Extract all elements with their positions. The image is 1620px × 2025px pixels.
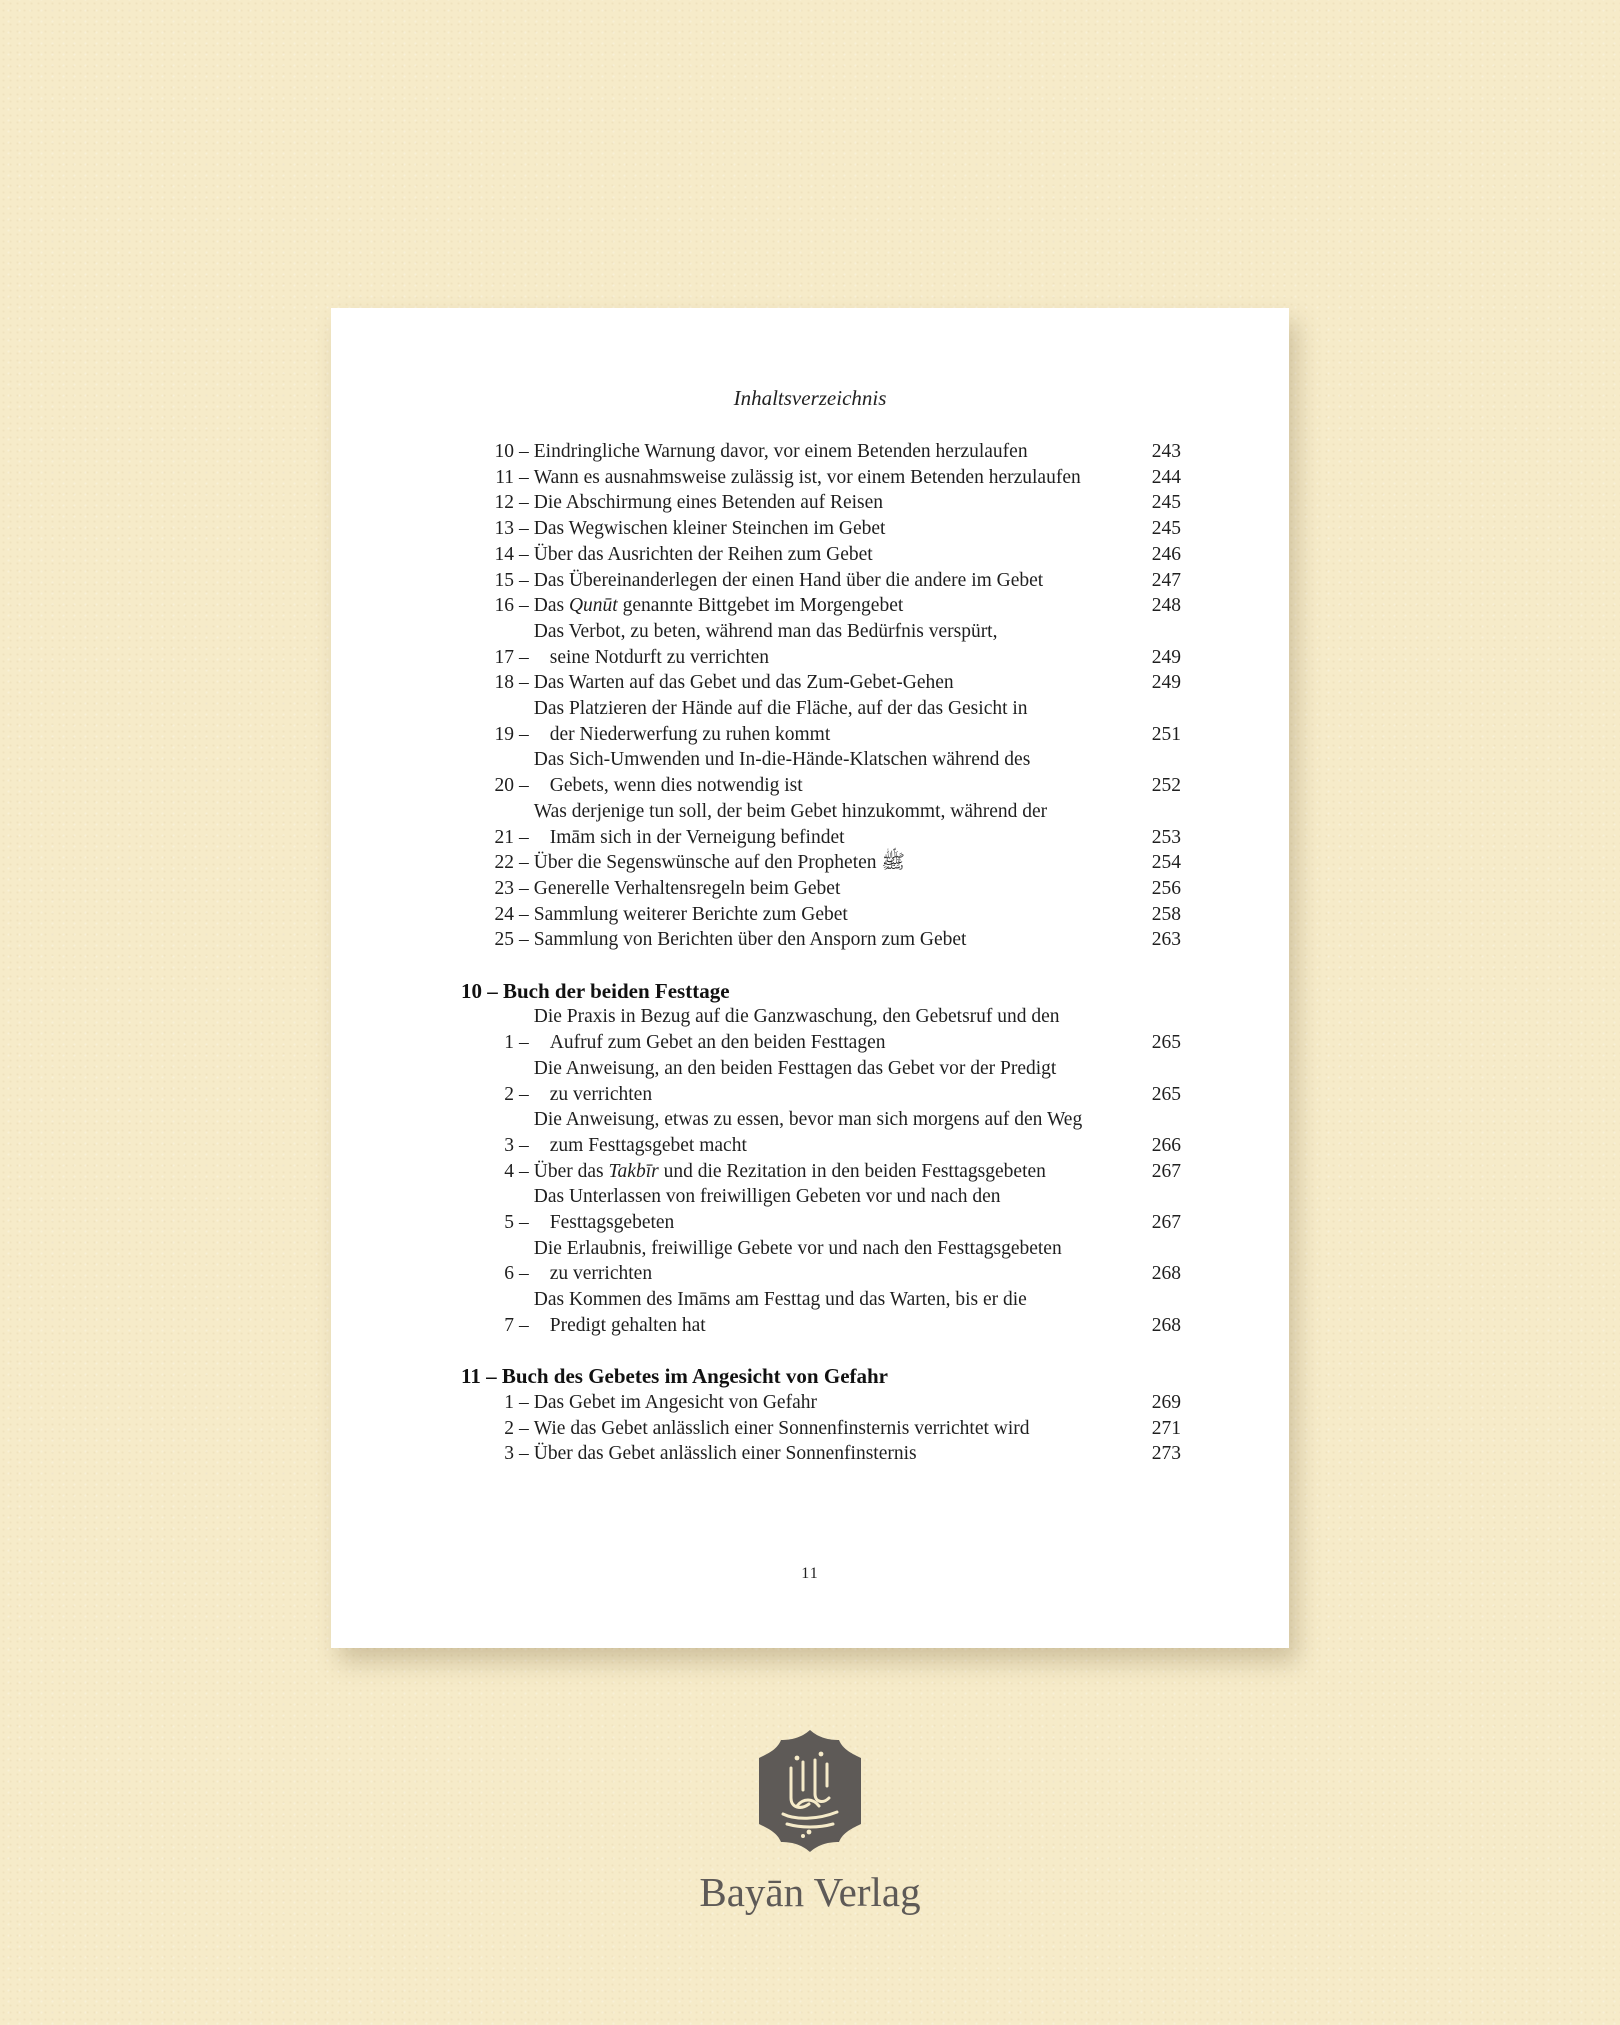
- toc-entry-title: [534, 1390, 1129, 1416]
- toc-title-continuation: Aufruf zum Gebet an den beiden Festtagen: [549, 1032, 886, 1054]
- toc-title-italic-term: Qunūt: [568, 595, 618, 617]
- page-number: 11: [801, 1565, 819, 1582]
- toc-entry-title: [534, 670, 1129, 696]
- toc-dash: –: [519, 1134, 529, 1156]
- toc-page-number: 265: [1151, 1083, 1181, 1105]
- toc-title-continuation: seine Notdurft zu verrichten: [549, 646, 770, 668]
- toc-section-c: [461, 1390, 1181, 1467]
- toc-entry: [461, 1287, 1181, 1338]
- toc-entry-number: 24: [494, 903, 514, 925]
- toc-entry: [461, 465, 1181, 491]
- toc-title-line: Das Wegwischen kleiner Steinchen im Gebet: [533, 518, 886, 540]
- toc-entry: [461, 1107, 1181, 1158]
- toc-entry-number: 22: [494, 852, 514, 874]
- toc-dash: –: [519, 492, 529, 514]
- toc-entry: [461, 670, 1181, 696]
- toc-page-number: 253: [1151, 826, 1181, 848]
- toc-entry-title: [534, 1416, 1129, 1442]
- toc-title-continuation: zu verrichten: [549, 1083, 653, 1105]
- toc-entry-title: [534, 465, 1129, 491]
- toc-page-number: 267: [1151, 1160, 1181, 1182]
- toc-entry-title: [534, 1184, 1129, 1235]
- toc-title-line: Über die Segenswünsche auf den Propheten ﷺ: [533, 852, 905, 874]
- toc-page-number: 268: [1151, 1263, 1181, 1285]
- toc-page-number: 265: [1151, 1032, 1181, 1054]
- toc-entry: [461, 696, 1181, 747]
- toc-entry: [461, 927, 1181, 953]
- toc-page-number: 266: [1151, 1134, 1181, 1156]
- toc-entry-number: 5: [504, 1212, 514, 1234]
- toc-title-line: Über das Ausrichten der Reihen zum Gebet: [533, 543, 873, 565]
- toc-entry-number: 10: [494, 441, 514, 462]
- toc-title-line: Wann es ausnahmsweise zulässig ist, vor einem Betenden herzulaufen: [533, 466, 1081, 488]
- toc-dash: –: [519, 826, 529, 848]
- toc-entry: [461, 593, 1181, 619]
- toc-page-number: 263: [1151, 929, 1181, 951]
- toc-page-number: 247: [1151, 569, 1181, 591]
- toc-page-number: 254: [1151, 852, 1181, 874]
- toc-page-number: 251: [1151, 723, 1181, 745]
- toc-dash: –: [519, 646, 529, 668]
- toc-entry-number: 1: [504, 1032, 514, 1054]
- toc-entry-number: 12: [494, 492, 514, 514]
- toc-entry-title: [534, 876, 1129, 902]
- toc-entry-title: [534, 1056, 1129, 1107]
- toc-title-continuation: Gebets, wenn dies notwendig ist: [549, 775, 803, 797]
- toc-title-line: Das Kommen des Imāms am Festtag und das Warten, bis er die: [533, 1289, 1027, 1311]
- toc-dash: –: [519, 1443, 529, 1465]
- toc-dash: –: [519, 1314, 529, 1336]
- toc-entry-title: [534, 568, 1129, 594]
- running-head: Inhaltsverzeichnis: [733, 386, 887, 410]
- toc-title-line: Wie das Gebet anlässlich einer Sonnenfinsternis verrichtet wird: [533, 1417, 1030, 1439]
- toc-page-number: 252: [1151, 775, 1181, 797]
- toc-title-continuation: Festtagsgebeten: [549, 1212, 675, 1234]
- toc-entry: [461, 1441, 1181, 1467]
- toc-title-part: Das: [533, 595, 569, 617]
- toc-dash: –: [519, 1391, 529, 1413]
- toc-entry: [461, 439, 1181, 465]
- toc-dash: –: [519, 672, 529, 694]
- toc-title-continuation: zum Festtagsgebet macht: [549, 1134, 747, 1156]
- toc-entry-number: 6: [504, 1263, 514, 1285]
- toc-entry-title: [534, 490, 1129, 516]
- toc-entry-number: 3: [504, 1443, 514, 1465]
- toc-title-line: Was derjenige tun soll, der beim Gebet hinzukommt, während der: [533, 800, 1048, 822]
- toc-page-number: 268: [1151, 1314, 1181, 1336]
- toc-page-number: 245: [1151, 518, 1181, 540]
- toc-dash: –: [519, 852, 529, 874]
- calligraphy-seal-icon: [757, 1728, 863, 1854]
- toc-entry-number: 1: [504, 1391, 514, 1413]
- toc-entry: [461, 799, 1181, 850]
- toc-title-line: Eindringliche Warnung davor, vor einem Betenden herzulaufen: [533, 441, 1028, 462]
- section-heading: 11 – Buch des Gebetes im Angesicht von Gefahr: [461, 1364, 889, 1389]
- toc-section-b: [461, 1004, 1181, 1338]
- toc-title-line: Das Warten auf das Gebet und das Zum-Gebet-Gehen: [533, 672, 954, 694]
- toc-entry: [461, 876, 1181, 902]
- toc-entry-title: [534, 619, 1129, 670]
- toc-dash: –: [519, 543, 529, 565]
- toc-entry-title: [534, 696, 1129, 747]
- toc-entry-title: [534, 516, 1129, 542]
- toc-entry-title: [534, 1004, 1129, 1055]
- toc-entry: [461, 619, 1181, 670]
- toc-entry-title: [534, 1441, 1129, 1467]
- toc-title-line: Das Unterlassen von freiwilligen Gebeten vor und nach den: [533, 1186, 1001, 1208]
- toc-title-part: genannte Bittgebet im Morgengebet: [617, 595, 904, 617]
- toc-entry-title: [534, 1159, 1129, 1185]
- toc-dash: –: [519, 518, 529, 540]
- toc-title-line: Das Gebet im Angesicht von Gefahr: [533, 1391, 817, 1413]
- toc-page-number: 243: [1151, 441, 1181, 462]
- toc-title-line: Sammlung weiterer Berichte zum Gebet: [533, 903, 848, 925]
- toc-page-number: 271: [1151, 1417, 1181, 1439]
- toc-entry-title: [534, 542, 1129, 568]
- toc-title-italic-term: Takbīr: [608, 1160, 659, 1182]
- toc-dash: –: [519, 1083, 529, 1105]
- publisher-name: Bayān Verlag: [699, 1869, 921, 1915]
- toc-entry-number: 2: [504, 1083, 514, 1105]
- toc-title-continuation: der Niederwerfung zu ruhen kommt: [549, 723, 831, 745]
- toc-dash: –: [519, 569, 529, 591]
- toc-entry-number: 17: [494, 646, 514, 668]
- toc-title-line: Das Platzieren der Hände auf die Fläche, auf der das Gesicht in: [533, 698, 1028, 720]
- toc-entry: [461, 1056, 1181, 1107]
- toc-dash: –: [519, 929, 529, 951]
- toc-entry: [461, 850, 1181, 876]
- toc-entry: [461, 490, 1181, 516]
- toc-entry-title: [534, 1236, 1129, 1287]
- toc-entry-number: 18: [494, 672, 514, 694]
- toc-entry-number: 3: [504, 1134, 514, 1156]
- toc-entry-title: [534, 593, 1129, 619]
- toc-page-number: 245: [1151, 492, 1181, 514]
- book-page: [331, 308, 1289, 1648]
- toc-page-number: 246: [1151, 543, 1181, 565]
- toc-entry-title: [534, 902, 1129, 928]
- toc-page-number: 258: [1151, 903, 1181, 925]
- toc-title-line: Die Praxis in Bezug auf die Ganzwaschung, den Gebetsruf und den: [533, 1006, 1060, 1028]
- toc-dash: –: [519, 775, 529, 797]
- toc-entry-number: 19: [494, 723, 514, 745]
- toc-title-line: Die Anweisung, an den beiden Festtagen das Gebet vor der Predigt: [533, 1057, 1057, 1079]
- toc-entry-title: [534, 799, 1129, 850]
- toc-section-a: [461, 439, 1181, 953]
- toc-entry: [461, 747, 1181, 798]
- toc-title-continuation: Predigt gehalten hat: [549, 1314, 706, 1336]
- toc-entry-number: 13: [494, 518, 514, 540]
- toc-dash: –: [519, 1160, 529, 1182]
- toc-entry-title: [534, 850, 1129, 876]
- toc-entry-number: 2: [504, 1417, 514, 1439]
- toc-entry-number: 15: [494, 569, 514, 591]
- toc-dash: –: [519, 723, 529, 745]
- toc-dash: –: [519, 877, 529, 899]
- toc-entry-number: 11: [495, 466, 514, 488]
- toc-dash: –: [519, 903, 529, 925]
- toc-title-line: Generelle Verhaltensregeln beim Gebet: [533, 877, 841, 899]
- toc-title-part: und die Rezitation in den beiden Festtagsgebeten: [658, 1160, 1046, 1182]
- toc-entry: [461, 902, 1181, 928]
- toc-entry: [461, 1390, 1181, 1416]
- toc-title-part: Über das: [533, 1160, 609, 1182]
- toc-dash: –: [519, 466, 529, 488]
- toc-entry: [461, 1159, 1181, 1185]
- toc-entry: [461, 516, 1181, 542]
- toc-dash: –: [519, 595, 529, 617]
- toc-page-number: 249: [1151, 646, 1181, 668]
- toc-title-line: Das Sich-Umwenden und In-die-Hände-Klatschen während des: [533, 749, 1031, 771]
- toc-dash: –: [519, 441, 529, 462]
- toc-page-number: 249: [1151, 672, 1181, 694]
- toc-entry-number: 4: [504, 1160, 514, 1182]
- toc-entry-number: 16: [494, 595, 514, 617]
- toc-dash: –: [519, 1212, 529, 1234]
- section-heading: 10 – Buch der beiden Festtage: [461, 978, 730, 1003]
- toc-title-line: Die Erlaubnis, freiwillige Gebete vor und nach den Festtagsgebeten: [533, 1237, 1062, 1259]
- toc-entry: [461, 542, 1181, 568]
- table-of-contents: [461, 439, 1181, 1467]
- toc-page-number: 269: [1151, 1391, 1181, 1413]
- toc-title-line: Die Anweisung, etwas zu essen, bevor man sich morgens auf den Weg: [533, 1109, 1083, 1131]
- toc-title-continuation: zu verrichten: [549, 1263, 653, 1285]
- toc-entry-number: 21: [494, 826, 514, 848]
- toc-entry-title: [534, 747, 1129, 798]
- toc-title-continuation: Imām sich in der Verneigung befindet: [549, 826, 845, 848]
- toc-entry: [461, 1236, 1181, 1287]
- toc-title-line: Das Verbot, zu beten, während man das Bedürfnis verspürt,: [533, 620, 998, 642]
- toc-dash: –: [519, 1417, 529, 1439]
- toc-dash: –: [519, 1263, 529, 1285]
- toc-title-line: Das Übereinanderlegen der einen Hand über die andere im Gebet: [533, 569, 1044, 591]
- toc-entry: [461, 1004, 1181, 1055]
- toc-title-line: Über das Gebet anlässlich einer Sonnenfinsternis: [533, 1443, 917, 1465]
- toc-entry-number: 23: [494, 877, 514, 899]
- toc-entry-number: 20: [494, 775, 514, 797]
- toc-entry: [461, 1416, 1181, 1442]
- toc-entry-title: [534, 439, 1129, 465]
- toc-entry: [461, 1184, 1181, 1235]
- toc-page-number: 244: [1151, 466, 1181, 488]
- toc-page-number: 248: [1151, 595, 1181, 617]
- toc-dash: –: [519, 1032, 529, 1054]
- toc-page-number: 273: [1151, 1443, 1181, 1465]
- toc-entry-number: 7: [504, 1314, 514, 1336]
- toc-page-number: 267: [1151, 1212, 1181, 1234]
- toc-entry-title: [534, 1107, 1129, 1158]
- toc-entry-title: [534, 927, 1129, 953]
- toc-entry-title: [534, 1287, 1129, 1338]
- toc-entry-number: 14: [494, 543, 514, 565]
- toc-entry-number: 25: [494, 929, 514, 951]
- toc-entry: [461, 568, 1181, 594]
- toc-page-number: 256: [1151, 877, 1181, 899]
- toc-title-line: Sammlung von Berichten über den Ansporn zum Gebet: [533, 929, 967, 951]
- toc-title-line: Die Abschirmung eines Betenden auf Reisen: [533, 492, 884, 514]
